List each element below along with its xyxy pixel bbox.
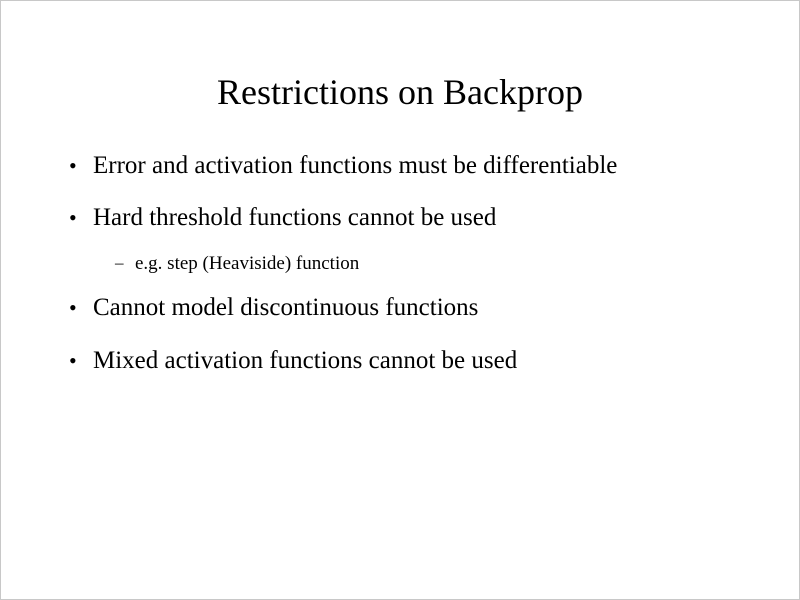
bullet-dot-icon: •	[69, 205, 77, 231]
list-item-text: e.g. step (Heaviside) function	[135, 252, 360, 274]
bullet-dot-icon: •	[69, 347, 77, 373]
bullet-dot-icon: •	[69, 295, 77, 321]
list-item	[61, 293, 729, 324]
slide-title: Restrictions on Backprop	[217, 72, 583, 112]
bullet-dot-icon: •	[69, 152, 77, 178]
bullet-dash-icon: –	[115, 252, 124, 272]
list-item-text: Mixed activation functions cannot be used	[93, 346, 518, 374]
list-item-text: Hard threshold functions cannot be used	[93, 204, 497, 232]
list-item-text: Error and activation functions must be differentiable	[93, 151, 618, 179]
list-item-text: Cannot model discontinuous functions	[93, 294, 479, 322]
list-item	[61, 203, 729, 234]
slide-bullet-list	[1, 151, 799, 377]
list-item	[61, 346, 729, 377]
list-item	[61, 151, 729, 182]
list-item-sub	[113, 252, 729, 276]
